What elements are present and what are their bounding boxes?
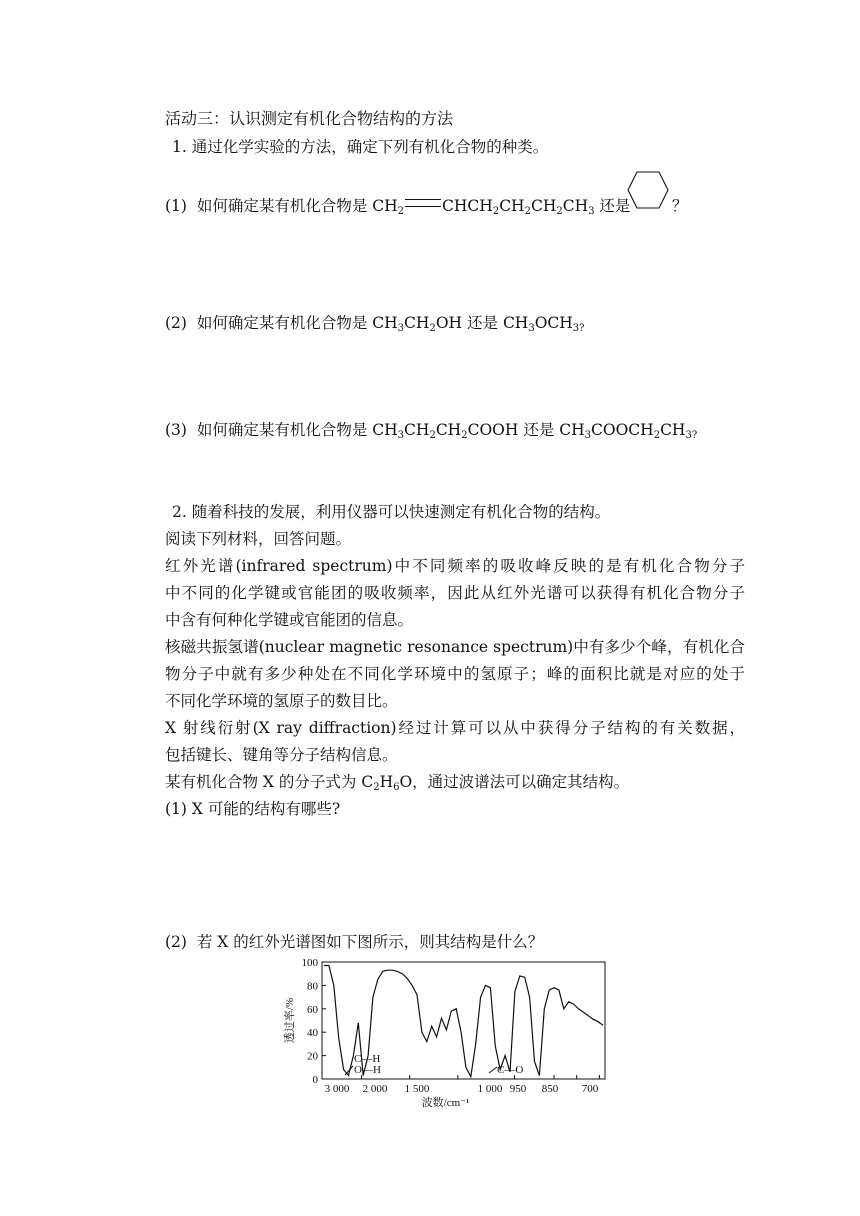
x-axis-label: 波数/cm⁻¹ [421,1097,470,1109]
annotation-c-h: C—H [354,1053,381,1065]
x-tick-label: 850 [541,1083,559,1095]
task1-question-3: (3) 如何确定某有机化合物是 $CH_3CH_2CH_2COOH$ 还是 $CH_3COOCH_2CH_{3?}$ [165,421,698,441]
ir-paragraph-line: 红外光谱(infrared spectrum)中不同频率的吸收峰反映的是有机化合物分子 [165,557,745,575]
task2-intro: 2. 随着科技的发展，利用仪器可以快速测定有机化合物的结构。 [172,503,611,521]
annotation-leader [489,1067,497,1073]
y-tick-label: 20 [307,1050,318,1063]
task2-read-instruction: 阅读下列材料，回答问题。 [165,530,352,548]
annotation-c-o: C—O [497,1064,524,1076]
task1-question-1: (1) 如何确定某有机化合物是 $CH_2$ $CHCH_2CH_2CH_2CH_3$ 还是 [165,197,631,217]
task1-question-2: (2) 如何确定某有机化合物是 $CH_3CH_2OH$ 还是 $CH_3OCH_{3?}$ [165,314,585,334]
ir-paragraph-line: 中含有何种化学键或官能团的信息。 [165,611,414,629]
activity-title: 活动三：认识测定有机化合物结构的方法 [165,109,454,128]
ir-spectrum-chart [280,955,620,1115]
y-tick-label: 40 [307,1027,318,1040]
nmr-paragraph-line: 不同化学环境的氢原子的数目比。 [165,692,398,710]
task2-question-2: (2) 若 X 的红外光谱图如下图所示，则其结构是什么？ [165,933,544,951]
x-tick-label: 2 000 [362,1083,388,1095]
y-tick-label: 0 [312,1074,318,1086]
task1-intro: 1. 通过化学实验的方法，确定下列有机化合物的种类。 [172,138,549,156]
x-tick-label: 1 500 [404,1083,430,1095]
x-tick-label: 700 [581,1083,599,1095]
ir-paragraph-line: 中不同的化学键或官能团的吸收频率，因此从红外光谱可以获得有机化合物分子 [165,584,745,602]
x-tick-label: 950 [509,1083,527,1095]
compound-x-statement: 某有机化合物 X 的分子式为 $C_2H_6O$，通过波谱法可以确定其结构。 [165,773,630,793]
y-tick-label: 80 [307,980,318,993]
task2-question-1: (1) X 可能的结构有哪些? [165,800,341,818]
x-tick-label: 1 000 [477,1083,503,1095]
y-tick-label: 100 [301,957,318,969]
cyclohexane-ring-icon [626,170,670,210]
nmr-paragraph-line: 物分子中就有多少种处在不同化学环境中的氢原子；峰的面积比就是对应的处于 [165,665,745,683]
annotation-o-h: O—H [354,1064,381,1076]
nmr-paragraph-line: 核磁共振氢谱(nuclear magnetic resonance spectrum)中有多少个峰，有机化合 [165,638,745,656]
x-tick-label: 3 000 [324,1083,350,1095]
double-bond-symbol [405,199,441,207]
question-1-end: ？ [672,197,688,215]
xrd-paragraph-line: X 射线衍射(X ray diffraction)经过计算可以从中获得分子结构的有关数据， [165,719,745,737]
y-tick-label: 60 [307,1003,318,1016]
y-axis-label: 透过率/% [284,997,296,1044]
xrd-paragraph-line: 包括键长、键角等分子结构信息。 [165,746,398,764]
